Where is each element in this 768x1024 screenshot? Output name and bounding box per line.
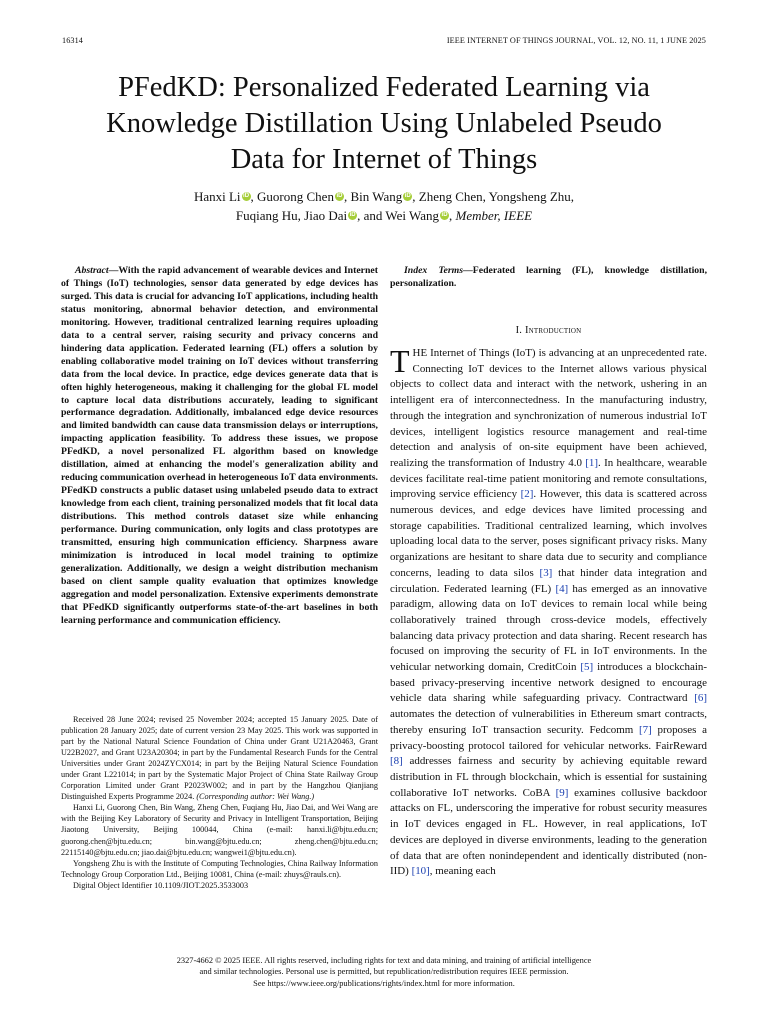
intro-text: . In healthcare, wearable devices facilitate real-time patient monitoring and remote consultations, improving service efficiency [390, 456, 707, 501]
copyright-line-1: 2327-4662 © 2025 IEEE. All rights reserved, including rights for text and data mining, and training of artificial intelligence [176, 956, 592, 965]
footnote-affiliation-1: Hanxi Li, Guorong Chen, Bin Wang, Zheng Chen, Fuqiang Hu, Jiao Dai, and Wei Wang are with the Beijing Key Laboratory of Security and Privacy in Intelligent Transportation, Beijing Jiaotong University, Beijing 100044, China (e-mail: hanxi.li@bjtu.edu.cn; guorong.chen@bjtu.edu.cn; bin.wang@bjtu.edu.cn; zheng.chen@bjtu.edu.cn; 22115140@bjtu.edu.cn; jiao.dai@bjtu.edu.cn; wangwei1@bjtu.edu.cn). [61, 803, 378, 857]
footnote-received [61, 714, 378, 802]
intro-text: proposes a privacy-boosting protocol tailored for vehicular networks. FairReward [390, 723, 708, 752]
citation-link[interactable]: [4] [555, 582, 569, 595]
author-name: Bin Wang [350, 189, 403, 204]
footnote-affiliation-2: Yongsheng Zhu is with the Institute of Computing Technologies, China Railway Information Technology Group Corporation Ltd., Beijing 10081, China (e-mail: zhuys@rauls.cn). [61, 858, 378, 879]
intro-text: addresses fairness and security by achieving equitable reward distribution in FL through blockchain, which is essential for sustaining collaborative IoT networks. CoBA [390, 755, 707, 799]
citation-link[interactable]: [10] [411, 865, 430, 878]
orcid-icon[interactable]: iD [336, 193, 343, 199]
intro-text: . However, this data is scattered across numerous devices, and edge devices have limited processing and storage capabilities. Traditional centralized learning, which involves uploading local data to the server, poses significant privacy risks. Many organizations are hesitant to share data due to security and compliance concerns, leading to data silos [390, 488, 707, 579]
author-line-2: Fuqiang Hu, Jiao Dai iD , and Wei Wang iD , Member, IEEE [235, 208, 533, 223]
orcid-icon[interactable]: iD [404, 193, 411, 199]
author-line-1: Hanxi Li iD , Guorong Chen iD , Bin Wang iD , Zheng Chen, Yongsheng Zhu, [193, 189, 575, 204]
section-title: Introduction [524, 325, 582, 336]
intro-text: automates the detection of vulnerabilities in Ethereum smart contracts, thereby ensuring IoT transaction security. Fedcomm [390, 708, 707, 736]
title-line-3: Data for Internet of Things [230, 144, 538, 175]
citation-link[interactable]: [2] [520, 488, 534, 501]
author-name: Fuqiang Hu, Jiao Dai [235, 208, 348, 223]
author-list [40, 187, 728, 225]
author-name: Hanxi Li [193, 189, 241, 204]
citation-link[interactable]: [1] [585, 456, 599, 469]
author-membership: Member, IEEE [455, 208, 533, 223]
intro-text: has emerged as an innovative paradigm, allowing data on IoT devices to remain local while being collaboratively trained through cross-device models, effectively balancing data privacy protection and data sharing. Recent research has focused on improving the security of FL in IoT environments. In the vehicular networking domain, CreditCoin [390, 582, 707, 674]
abstract-label: Abstract [75, 265, 109, 276]
doi-line: Digital Object Identifier 10.1109/JIOT.2025.3533003 [73, 880, 249, 890]
copyright-notice [60, 955, 708, 989]
corresponding-author: (Corresponding author: Wei Wang.) [196, 792, 315, 802]
intro-text: introduces a blockchain-based privacy-preserving incentive network designed to encourage vehicle data sharing while safeguarding privacy. Contractward [390, 661, 707, 705]
title-line-2: Knowledge Distillation Using Unlabeled Pseudo [106, 108, 662, 139]
author-name: Zheng Chen, Yongsheng Zhu, [418, 189, 575, 204]
citation-link[interactable]: [9] [555, 786, 569, 799]
index-terms [390, 265, 707, 291]
orcid-icon[interactable]: iD [349, 212, 356, 218]
footnote [61, 714, 378, 891]
orcid-icon[interactable]: iD [441, 212, 448, 218]
received-text: Received 28 June 2024; revised 25 November 2024; accepted 15 January 2025. Date of publication 28 January 2025; date of current version 23 May 2025. This work was supported in part by the National Natural Science Foundation of China under Grant U21A20463, Grant U22B2027, and Grant U23A20304; in part by the Fundamental Research Funds for the Central Universities under Grant 2024ZYCX014; in part by the Beijing Natural Science Foundation under Grant L221014; in part by the Systematic Major Project of China State Railway Group Corporation Limited under Grant P2023W002; and in part by the Hangzhou Qianjiang Distinguished Experts Programme 2024. [61, 715, 378, 802]
intro-text: that hinder data integration and circulation. Federated learning (FL) [390, 566, 707, 595]
index-terms-label: Index Terms [404, 265, 464, 276]
abstract [61, 265, 378, 628]
intro-body [390, 343, 708, 880]
citation-link[interactable]: [8] [390, 755, 403, 768]
dropcap: T [390, 343, 410, 379]
abstract-dash: — [108, 265, 119, 276]
citation-link[interactable]: [3] [539, 566, 553, 579]
section-heading [390, 325, 707, 336]
paper-title [40, 70, 728, 178]
abstract-text: With the rapid advancement of wearable devices and Internet of Things (IoT) technologies, sensor data generated by edge devices has surged. This data is crucial for advancing IoT applications, including health status monitoring, abnormal behavior detection, and environmental monitoring. However, traditional centralized learning requires uploading data to a central server, raising security and privacy concerns and hindering data application. Federated learning (FL) offers a solution by enabling collaborative model training on IoT devices without transferring data from the local device. In practice, edge devices generate data that is often highly heterogeneous, making it challenging for the global FL model to capture local data distributions accurately, leading to significant performance degradation. Additionally, imbalanced edge device resources and limited bandwidth can cause data transmission delays or interruptions, impacting application feasibility. To address these issues, we propose PFedKD, a novel personalized FL algorithm based on knowledge distillation, aimed at enhancing the model's generalization ability and reducing communication overhead in heterogeneous IoT data environments. PFedKD constructs a public dataset using unlabeled pseudo data to extract knowledge from each client, training personalized models that fit local data distributions. This method controls dataset size while enhancing performance. During communication, only logits and class prototypes are transmitted, ensuring high communication efficiency. Sharpness aware minimization is introduced in local model training to optimize generalization. Additionally, we design a weight distribution mechanism based on client sample quality evaluation that optimizes knowledge aggregation and model personalization. Extensive experiments demonstrate that PFedKD significantly outperforms state-of-the-art baselines in both learning performance and communication efficiency. [61, 265, 378, 626]
author-name: Guorong Chen [257, 189, 334, 204]
journal-header: IEEE INTERNET OF THINGS JOURNAL, VOL. 12, NO. 11, 1 JUNE 2025 [446, 36, 706, 45]
copyright-line-3: See https://www.ieee.org/publications/rights/index.html for more information. [253, 978, 515, 988]
citation-link[interactable]: [7] [638, 723, 652, 736]
copyright-line-2: and similar technologies. Personal use is permitted, but republication/redistribution requires IEEE permission. [199, 967, 569, 977]
author-name: and Wei Wang [363, 208, 440, 223]
intro-text: HE Internet of Things (IoT) is advancing at an unprecedented rate. Connecting IoT devices to the Internet allows various physical objects to collect data and interact with the network, ushering in an intelligent era of interconnectedness. In the manufacturing industry, through the integration and synchronization of numerous industrial IoT devices, intelligent logistics resource management and real-time detection and analysis of on-site equipment have been achieved, realizing the transformation of Industry 4.0 [390, 347, 707, 469]
citation-link[interactable]: [6] [694, 692, 707, 705]
page-number: 16314 [62, 36, 83, 45]
intro-text: , meaning each [429, 865, 496, 878]
intro-text: examines collusive backdoor attacks on FL, underscoring the imperative for robust security measures in IoT devices engaged in FL. However, in real applications, IoT devices are deployed in diverse environments, leading to the generation of data that are often nonindependent and identically distributed (non-IID) [390, 786, 707, 878]
orcid-icon[interactable]: iD [243, 193, 250, 199]
title-line-1: PFedKD: Personalized Federated Learning via [118, 72, 650, 103]
index-terms-text: —Federated learning (FL), knowledge distillation, personalization. [390, 265, 708, 289]
citation-link[interactable]: [5] [580, 661, 594, 674]
section-number: I. [515, 325, 523, 336]
